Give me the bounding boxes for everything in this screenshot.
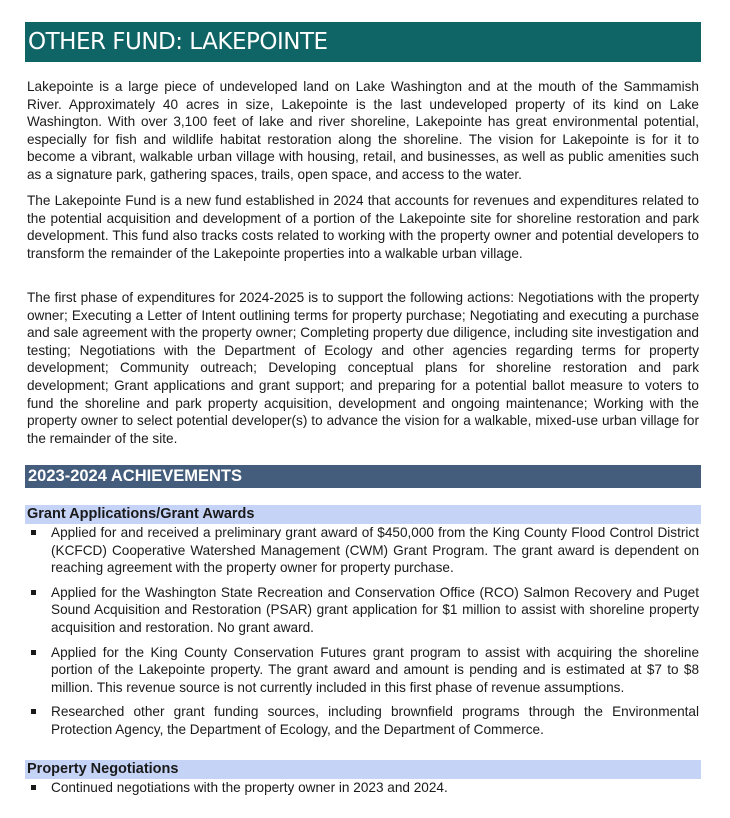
fund-description-paragraph: The Lakepointe Fund is a new fund established in 2024 that accounts for revenues and expenditures related to the potential acquisition and development of a portion of the Lakepointe site for shoreline restoration and park development. This fund also tracks costs related to working with the property owner and potential developers to transform the remainder of the Lakepointe properties into a walkable urban village.: [27, 193, 699, 261]
grants-list: [27, 524, 699, 746]
list-item-text: Applied for the King County Conservation Futures grant program to assist with acquiring the shoreline portion of the Lakepointe property. The grant award and amount is pending and is estimated at $7 to $8 million. This revenue source is not currently included in this first phase of revenue assumptions.: [51, 644, 699, 695]
list-item: [27, 584, 699, 637]
list-item-text: Continued negotiations with the property owner in 2023 and 2024.: [51, 780, 448, 795]
list-item: [27, 703, 699, 738]
achievements-heading: 2023-2024 ACHIEVEMENTS: [25, 465, 701, 488]
list-item: [27, 524, 699, 577]
grants-subheading: Grant Applications/Grant Awards: [25, 505, 701, 524]
intro-paragraph: Lakepointe is a large piece of undeveloped land on Lake Washington and at the mouth of the Sammamish River. Approximately 40 acres in size, Lakepointe is the last undeveloped property of its kind on Lake Washington. With over 3,100 feet of lake and river shoreline, Lakepointe has great environmental potential, especially for fish and wildlife habitat restoration along the shoreline. The vision for Lakepointe is for it to become a vibrant, walkable urban village with housing, retail, and businesses, as well as public amenities such as a signature park, gathering spaces, trails, open space, and access to the water.: [27, 79, 699, 182]
bullet-square-icon: [31, 650, 36, 655]
list-item: [27, 644, 699, 697]
page-title: OTHER FUND: LAKEPOINTE: [25, 22, 701, 62]
bullet-square-icon: [31, 785, 36, 790]
bullet-square-icon: [31, 590, 36, 595]
list-item-text: Applied for and received a preliminary grant award of $450,000 from the King County Flood Control District (KCFCD) Cooperative Watershed Management (CWM) Grant Program. The grant award is dependent on reaching agreement with the property owner for property purchase.: [51, 525, 699, 576]
list-item: [27, 779, 699, 797]
list-item-text: Researched other grant funding sources, including brownfield programs through the Environmental Protection Agency, the Department of Ecology, and the Department of Commerce.: [51, 704, 699, 737]
negotiations-subheading: Property Negotiations: [25, 760, 701, 779]
list-item-text: Applied for the Washington State Recreation and Conservation Office (RCO) Salmon Recovery and Puget Sound Acquisition and Restoration (PSAR) grant application for $1 million to assist with shoreline property acquisition and restoration. No grant award.: [51, 584, 699, 635]
bullet-square-icon: [31, 530, 36, 535]
bullet-square-icon: [31, 709, 36, 714]
first-phase-paragraph: The first phase of expenditures for 2024-2025 is to support the following actions: Negotiations with the property owner; Executing a Letter of Intent outlining terms for property purchase; Negotiating and executing a purchase and sale agreement with the property owner; Completing property due diligence, including site investigation and testing; Negotiations with the Department of Ecology and other agencies regarding terms for property development; Community outreach; Developing conceptual plans for shoreline restoration and park development; Grant applications and grant support; and preparing for a potential ballot measure to voters to fund the shoreline and park property acquisition, development and ongoing maintenance; Working with the property owner to select potential developer(s) to advance the vision for a walkable, mixed-use urban village for the remainder of the site.: [27, 290, 699, 446]
negotiations-list: [27, 779, 699, 804]
